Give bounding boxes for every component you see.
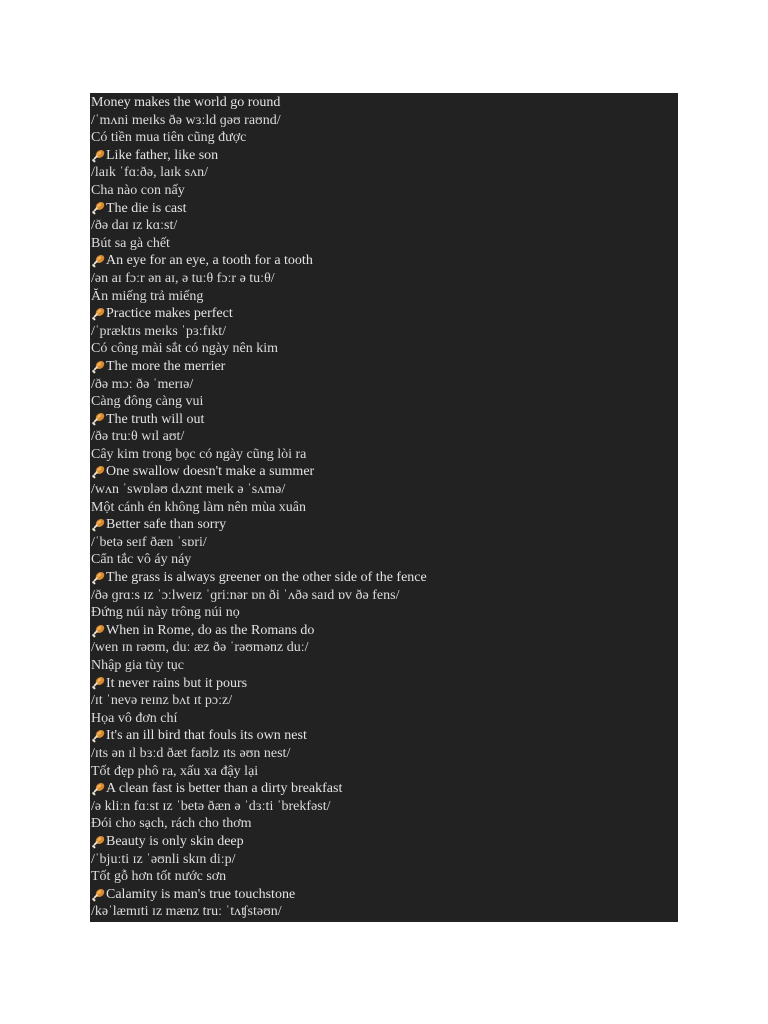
drumstick-icon [91,360,105,374]
drumstick-icon [91,201,105,215]
line-text: It never rains but it pours [106,675,248,691]
line-text: The more the merrier [106,358,226,374]
proverb-ipa [90,323,678,341]
proverb-english [90,358,678,376]
line-text: /ˈbetə seɪf ðæn ˈsɒri/ [91,534,207,550]
proverb-vietnamese [90,288,678,306]
line-text: Họa vô đơn chí [91,710,178,726]
line-text: Tốt gỗ hơn tốt nước sơn [91,869,227,885]
proverb-english [90,780,678,798]
line-text: /ˈbjuːti ɪz ˈəʊnli skɪn diːp/ [91,851,236,867]
line-text: /wen ɪn rəʊm, duː æz ðə ˈrəʊmənz duː/ [91,640,309,656]
line-text: It's an ill bird that fouls its own nest [106,728,307,744]
line-text: Một cánh én không làm nên mùa xuân [91,499,307,515]
line-text: When in Rome, do as the Romans do [106,622,315,638]
line-text: /ɪts ən ɪl bɜːd ðæt faʊlz ɪts əʊn nest/ [91,745,291,761]
proverb-english [90,463,678,481]
line-text: /ˈpræktɪs meɪks ˈpɜːfɪkt/ [91,323,226,339]
line-text: /laɪk ˈfɑːðə, laɪk sʌn/ [91,165,208,181]
proverb-ipa [90,534,678,552]
line-text: Đói cho sạch, rách cho thơm [91,816,252,832]
proverb-english [90,305,678,323]
proverb-vietnamese [90,393,678,411]
proverb-english [90,200,678,218]
proverb-vietnamese [90,499,678,517]
drumstick-icon [91,888,105,902]
drumstick-icon [91,782,105,796]
line-text: Money makes the world go round [91,95,281,110]
proverb-panel [90,93,678,922]
proverb-ipa [90,376,678,394]
line-text: /ɪt ˈnevə reɪnz bʌt ɪt pɔːz/ [91,693,233,709]
proverb-ipa [90,481,678,499]
proverb-ipa [90,692,678,710]
line-text: A clean fast is better than a dirty breakfast [106,781,343,797]
line-text: The die is cast [106,200,187,216]
drumstick-icon [91,254,105,268]
line-text: Cha nào con nấy [91,182,185,198]
drumstick-icon [91,676,105,690]
proverb-vietnamese [90,446,678,464]
line-text: Cẩn tắc vô áy náy [91,552,192,568]
line-text: Beauty is only skin deep [106,833,244,849]
drumstick-icon [91,835,105,849]
line-text: Like father, like son [106,147,219,163]
proverb-vietnamese [90,129,678,147]
proverb-vietnamese [90,340,678,358]
line-text: /ən aɪ fɔːr ən aɪ, ə tuːθ fɔːr ə tuːθ/ [91,270,275,286]
drumstick-icon [91,518,105,532]
proverb-vietnamese [90,551,678,569]
proverb-list [90,93,678,921]
proverb-ipa [90,428,678,446]
line-text: /kəˈlæmɪti ɪz mænz truː ˈtʌʧstəʊn/ [91,904,282,920]
proverb-english [90,569,678,587]
line-text: /wʌn ˈswɒləʊ dʌznt meɪk ə ˈsʌmə/ [91,482,286,498]
proverb-english [90,833,678,851]
proverb-english [90,675,678,693]
proverb-english [90,886,678,904]
proverb-english [90,252,678,270]
line-text: Ăn miếng trả miếng [91,288,204,304]
proverb-ipa [90,270,678,288]
proverb-vietnamese [90,815,678,833]
proverb-vietnamese [90,657,678,675]
proverb-ipa [90,639,678,657]
proverb-vietnamese [90,763,678,781]
proverb-vietnamese [90,710,678,728]
line-text: One swallow doesn't make a summer [106,464,315,480]
line-text: Có tiền mua tiên cũng được [91,130,247,146]
line-text: Bút sa gà chết [91,235,170,251]
drumstick-icon [91,624,105,638]
proverb-ipa [90,798,678,816]
drumstick-icon [91,571,105,585]
line-text: Better safe than sorry [106,517,227,533]
line-text: The grass is always greener on the other side of the fence [106,570,427,586]
proverb-vietnamese [90,868,678,886]
proverb-english [90,727,678,745]
proverb-ipa [90,112,678,130]
line-text: Practice makes perfect [106,306,233,322]
proverb-vietnamese [90,604,678,622]
line-text: Nhập gia tùy tục [91,658,184,673]
line-text: Calamity is man's true touchstone [106,886,296,902]
line-text: Cây kim trong bọc có ngày cũng lòi ra [91,446,307,462]
drumstick-icon [91,465,105,479]
line-text: /ðə daɪ ɪz kɑːst/ [91,218,178,234]
proverb-ipa [90,587,678,605]
proverb-english [90,411,678,429]
proverb-english [90,94,678,112]
line-text: /ðə truːθ wɪl aʊt/ [91,429,185,445]
proverb-vietnamese [90,235,678,253]
proverb-english [90,622,678,640]
proverb-english [90,516,678,534]
drumstick-icon [91,307,105,321]
drumstick-icon [91,729,105,743]
drumstick-icon [91,412,105,426]
line-text: /ðə ɡrɑːs ɪz ˈɔːlweɪz ˈɡriːnər ɒn ði ˈʌðə saɪd ɒv ðə fens/ [91,587,400,603]
line-text: /ə kliːn fɑːst ɪz ˈbetə ðæn ə ˈdɜːti ˈbrekfəst/ [91,798,331,814]
line-text: Càng đông càng vui [91,394,204,410]
proverb-ipa [90,851,678,869]
line-text: An eye for an eye, a tooth for a tooth [106,253,313,269]
line-text: The truth will out [106,411,205,427]
proverb-ipa [90,903,678,921]
line-text: Đứng núi này trông núi nọ [91,605,240,621]
proverb-ipa [90,745,678,763]
proverb-ipa [90,217,678,235]
drumstick-icon [91,149,105,163]
line-text: /ðə mɔː ðə ˈmerɪə/ [91,376,194,392]
line-text: Có công mài sắt có ngày nên kim [91,341,279,357]
proverb-english [90,147,678,165]
proverb-vietnamese [90,182,678,200]
line-text: Tốt đẹp phô ra, xấu xa đậy lại [91,763,259,779]
proverb-ipa [90,164,678,182]
line-text: /ˈmʌni meɪks ðə wɜːld ɡəʊ raʊnd/ [91,112,281,128]
